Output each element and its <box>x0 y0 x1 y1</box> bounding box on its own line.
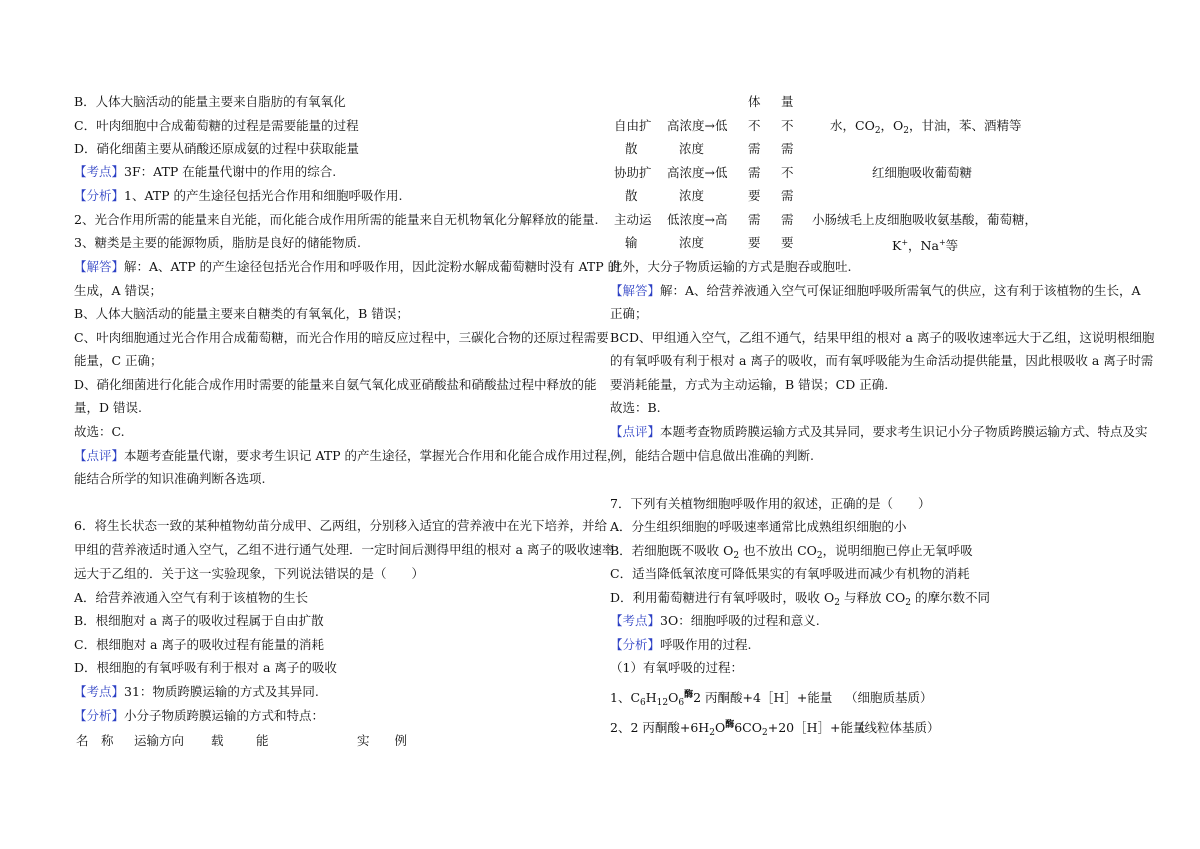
kaodian-text: 3F：ATP 在能量代谢中的作用的综合. <box>124 164 337 179</box>
jieda-text: 解：A、ATP 的产生途径包括光合作用和呼吸作用，因此淀粉水解成葡萄糖时没有 ATP 的 <box>124 259 621 274</box>
eq1-s3: 6 <box>678 698 685 708</box>
jieda-1-line-7: 量，D 错误. <box>74 400 142 415</box>
q7b-b: 也不放出 CO <box>739 543 817 558</box>
answer-1: 故选：C. <box>74 424 125 439</box>
row-3-example: 小肠绒毛上皮细胞吸收氨基酸，葡萄糖， <box>812 212 1038 227</box>
row-1-example <box>830 118 1022 139</box>
jieda-2-line-2: 正确； <box>610 306 648 321</box>
jieda-1-line-2: 生成，A 错误； <box>74 283 163 298</box>
row-1-direction: 高浓度→低 <box>667 118 728 133</box>
row-3-example-2 <box>892 235 958 254</box>
dianping-1 <box>74 448 620 464</box>
dianping-tag: 【点评】 <box>610 424 661 439</box>
question-7: 7．下列有关植物细胞呼吸作用的叙述，正确的是（ ） <box>610 496 931 511</box>
q7b-s1: 2 <box>733 551 740 561</box>
fenxi-text: 小分子物质跨膜运输的方式和特点： <box>124 708 325 723</box>
table-header-energy-2: 量 <box>781 94 794 109</box>
enzyme-arrow-label: 酶 <box>684 690 694 700</box>
equation-1-location: （细胞质基质） <box>845 690 933 705</box>
jieda-tag: 【解答】 <box>610 283 661 298</box>
eq1-s1: 6 <box>640 698 646 708</box>
dianping-1-line-2: 能结合所学的知识准确判断各选项. <box>74 471 266 486</box>
eq2-s2: 2 <box>761 728 768 738</box>
row-3-direction-2: 浓度 <box>679 235 705 250</box>
eq2-b: O <box>714 720 726 735</box>
ex1-s2: 2 <box>903 126 910 136</box>
question-6-option-b: B．根细胞对 a 离子的吸收过程属于自由扩散 <box>74 613 324 628</box>
jieda-2-line-4: 的有氧呼吸有利于根对 a 离子的吸收，而有氧呼吸能为生命活动提供能量，因此根吸收 a 离子时需 <box>610 353 1154 368</box>
row-2-direction: 高浓度→低 <box>667 165 728 180</box>
q7b-c: ，说明细胞已停止无氧呼吸 <box>822 543 973 558</box>
row-1-carrier-2: 需 <box>748 141 761 156</box>
q7b-s2: 2 <box>816 551 823 561</box>
question-7-option-d <box>610 590 990 611</box>
ex1-b: ，O <box>880 118 904 133</box>
equation-1 <box>610 690 832 711</box>
question-7-option-c: C．适当降低氧浓度可降低果实的有氧呼吸进而减少有机物的消耗 <box>610 566 970 581</box>
row-1-energy-2: 需 <box>781 141 794 156</box>
equation-2-location: （线粒体基质） <box>852 720 940 735</box>
equation-2 <box>610 720 865 741</box>
table-tail-note: 此外，大分子物质运输的方式是胞吞或胞吐. <box>610 259 852 274</box>
row-3-name: 主动运 <box>614 212 652 227</box>
aerobic-step-heading: （1）有氧呼吸的过程： <box>610 660 743 675</box>
eq2-a: 2、2 丙酮酸+6H <box>610 720 710 735</box>
ex1-s1: 2 <box>874 126 881 136</box>
eq1-a: 1、C <box>610 690 641 705</box>
dianping-tag: 【点评】 <box>74 448 125 463</box>
eq2-d: +20［H］+能量 <box>767 720 866 735</box>
option-b-prev: B．人体大脑活动的能量主要来自脂肪的有氧氧化 <box>74 94 346 109</box>
jieda-1-line-4: C、叶肉细胞通过光合作用合成葡萄糖，而光合作用的暗反应过程中，三碳化合物的还原过程需要 <box>74 330 609 345</box>
jieda-tag: 【解答】 <box>74 259 125 274</box>
jieda-2-line-3: BCD、甲组通入空气，乙组不通气，结果甲组的根对 a 离子的吸收速率远大于乙组，这说明根细胞 <box>610 330 1155 345</box>
fenxi-tag: 【分析】 <box>74 708 125 723</box>
ex3-p1: + <box>901 238 909 247</box>
q7d-a: D．利用葡萄糖进行有氧呼吸时，吸收 O <box>610 590 835 605</box>
row-2-carrier-2: 要 <box>748 188 761 203</box>
fenxi-1 <box>74 188 403 204</box>
jieda-1-line-5: 能量，C 正确； <box>74 353 163 368</box>
q7b-a: B．若细胞既不吸收 O <box>610 543 734 558</box>
enzyme-arrow-label: 酶 <box>725 720 735 730</box>
table-header-carrier: 载 <box>211 733 224 748</box>
row-2-direction-2: 浓度 <box>679 188 705 203</box>
row-3-carrier-2: 要 <box>748 235 761 250</box>
ex1-a: 水，CO <box>830 118 875 133</box>
q7d-s1: 2 <box>834 598 840 608</box>
jieda-2-line-5: 要消耗能量，方式为主动运输，B 错误；CD 正确. <box>610 377 889 392</box>
fenxi-1-line-3: 3、糖类是主要的能源物质，脂肪是良好的储能物质. <box>74 235 361 250</box>
fenxi-3 <box>610 637 752 653</box>
fenxi-1-line-2: 2、光合作用所需的能量来自光能，而化能合成作用所需的能量来自无机物氧化分解释放的能量. <box>74 212 599 227</box>
fenxi-2 <box>74 708 324 724</box>
row-2-example: 红细胞吸收葡萄糖 <box>872 165 973 180</box>
dianping-text: 本题考查物质跨膜运输方式及其异同，要求考生识记小分子物质跨膜运输方式、特点及实 <box>660 424 1148 439</box>
answer-2: 故选：B. <box>610 400 661 415</box>
q7d-b: 与释放 CO <box>839 590 906 605</box>
dianping-2-line-2: 例，能结合题中信息做出准确的判断. <box>610 448 814 463</box>
fenxi-tag: 【分析】 <box>610 637 661 652</box>
row-1-direction-2: 浓度 <box>679 141 705 156</box>
fenxi-text: 1、ATP 的产生途径包括光合作用和细胞呼吸作用. <box>124 188 403 203</box>
q7d-c: 的摩尔数不同 <box>910 590 990 605</box>
row-1-name: 自由扩 <box>614 118 652 133</box>
ex3-na: ，Na <box>908 238 939 253</box>
eq1-c: O <box>668 690 679 705</box>
question-7-option-b <box>610 543 973 564</box>
fenxi-tag: 【分析】 <box>74 188 125 203</box>
kaodian-3 <box>610 613 820 629</box>
table-header-example: 实 例 <box>357 733 408 748</box>
question-6-line-1: 6．将生长状态一致的某种植物幼苗分成甲、乙两组，分别移入适宜的营养液中在光下培养，并给 <box>74 518 607 533</box>
question-7-option-a: A．分生组织细胞的呼吸速率通常比成熟组织细胞的小 <box>610 519 907 534</box>
jieda-1-line-6: D、硝化细菌进行化能合成作用时需要的能量来自氨气氧化成亚硝酸盐和硝酸盐过程中释放的能 <box>74 377 597 392</box>
ex3-p2: + <box>938 238 946 247</box>
kaodian-1 <box>74 164 336 180</box>
row-3-carrier: 需 <box>748 212 761 227</box>
kaodian-text: 3O：细胞呼吸的过程和意义. <box>660 613 820 628</box>
ex1-c: ，甘油，苯、酒精等 <box>909 118 1022 133</box>
row-2-energy-2: 需 <box>781 188 794 203</box>
table-header-direction: 运输方向 <box>134 733 185 748</box>
row-1-energy: 不 <box>781 118 794 133</box>
q7d-s2: 2 <box>905 598 911 608</box>
option-c-prev: C．叶肉细胞中合成葡萄糖的过程是需要能量的过程 <box>74 118 359 133</box>
jieda-1 <box>74 259 620 275</box>
row-3-energy-2: 要 <box>781 235 794 250</box>
jieda-1-line-3: B、人体大脑活动的能量主要来自糖类的有氧氧化，B 错误； <box>74 306 409 321</box>
ex3-end: 等 <box>945 238 959 253</box>
row-3-name-2: 输 <box>625 235 638 250</box>
row-2-name: 协助扩 <box>614 165 652 180</box>
row-3-direction: 低浓度→高 <box>667 212 728 227</box>
row-2-name-2: 散 <box>625 188 638 203</box>
kaodian-text: 31：物质跨膜运输的方式及其异同. <box>124 684 319 699</box>
eq1-b: H <box>645 690 657 705</box>
question-6-line-3: 远大于乙组的．关于这一实验现象，下列说法错误的是（ ） <box>74 566 425 581</box>
table-header-name: 名 称 <box>76 733 114 748</box>
question-6-line-2: 甲组的营养液适时通入空气，乙组不进行通气处理．一定时间后测得甲组的根对 a 离子的吸收速率 <box>74 542 615 557</box>
eq2-c: 6CO <box>734 720 762 735</box>
row-1-carrier: 不 <box>748 118 761 133</box>
kaodian-tag: 【考点】 <box>74 164 125 179</box>
kaodian-2 <box>74 684 319 700</box>
eq1-d: 2 丙酮酸+4［H］+能量 <box>693 690 833 705</box>
option-d-prev: D．硝化细菌主要从硝酸还原成氨的过程中获取能量 <box>74 141 360 156</box>
table-header-carrier-2: 体 <box>748 94 761 109</box>
row-3-energy: 需 <box>781 212 794 227</box>
jieda-text: 解：A、给营养液通入空气可保证细胞呼吸所需氧气的供应，这有利于该植物的生长，A <box>660 283 1141 298</box>
table-header-energy: 能 <box>256 733 269 748</box>
eq1-s2: 12 <box>656 698 669 708</box>
fenxi-text: 呼吸作用的过程. <box>660 637 752 652</box>
question-6-option-c: C．根细胞对 a 离子的吸收过程有能量的消耗 <box>74 637 324 652</box>
row-2-carrier: 需 <box>748 165 761 180</box>
ex3-k: K <box>892 238 902 253</box>
kaodian-tag: 【考点】 <box>610 613 661 628</box>
row-1-name-2: 散 <box>625 141 638 156</box>
dianping-text: 本题考查能量代谢，要求考生识记 ATP 的产生途径，掌握光合作用和化能合成作用过程， <box>124 448 620 463</box>
kaodian-tag: 【考点】 <box>74 684 125 699</box>
question-6-option-a: A．给营养液通入空气有利于该植物的生长 <box>74 590 309 605</box>
eq2-s1: 2 <box>709 728 715 738</box>
row-2-energy: 不 <box>781 165 794 180</box>
question-6-option-d: D．根细胞的有氧呼吸有利于根对 a 离子的吸收 <box>74 660 337 675</box>
jieda-2 <box>610 283 1141 299</box>
dianping-2 <box>610 424 1148 440</box>
